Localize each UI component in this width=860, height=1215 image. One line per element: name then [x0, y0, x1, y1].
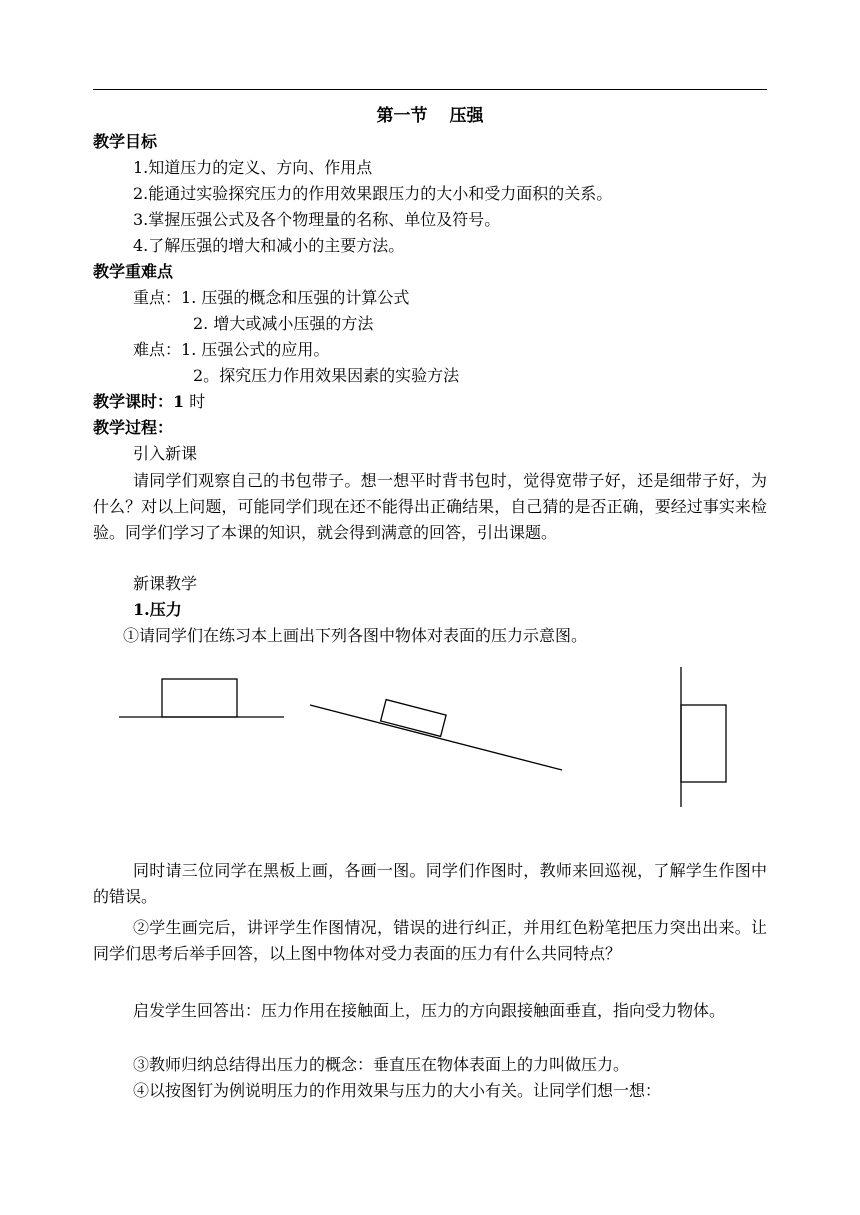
answer-paragraph: 启发学生回答出：压力作用在接触面上，压力的方向跟接触面垂直，指向受力物体。: [133, 1001, 726, 1020]
hours-value: 1: [173, 392, 185, 411]
intro-paragraph: 请同学们观察自己的书包带子。想一想平时背书包时，觉得宽带子好，还是细带子好，为什么？对以上问题，可能同学们现在还不能得出正确结果，自己猜的是否正确，要经过事实来检验。同学们学习了本课的知识，就会得到满意的回答，引出课题。: [93, 471, 767, 542]
pushpin-paragraph: ④以按图钉为例说明压力的作用效果与压力的大小有关。让同学们想一想：: [133, 1081, 662, 1100]
figure-block-on-incline: [310, 700, 562, 770]
hard-item-2: 2。探究压力作用效果因素的实验方法: [193, 366, 460, 385]
board-paragraph: 同时请三位同学在黑板上画，各画一图。同学们作图时，教师来回巡视，了解学生作图中的错误。: [93, 861, 767, 906]
new-lesson-label: 新课教学: [133, 574, 198, 593]
hours-row: [93, 392, 205, 412]
force-diagram-figures: [0, 660, 860, 820]
wall-block: [681, 705, 726, 782]
process-heading: 教学过程：: [93, 418, 174, 437]
incline-line: [310, 705, 562, 770]
goal-item-2: 2.能通过实验探究压力的作用效果跟压力的大小和受力面积的关系。: [133, 184, 613, 203]
page-title: [0, 106, 860, 126]
figure-block-on-wall: [681, 667, 726, 807]
section-pressure-heading: 1.压力: [133, 600, 182, 619]
step-1-text: ①请同学们在练习本上画出下列各图中物体对表面的压力示意图。: [123, 626, 588, 645]
goal-item-1: 1.知道压力的定义、方向、作用点: [133, 158, 373, 177]
goals-heading: 教学目标: [93, 132, 158, 151]
hours-label: 教学课时：: [93, 392, 174, 411]
figure-block-on-floor: [119, 679, 284, 717]
goal-item-3: 3.掌握压强公式及各个物理量的名称、单位及符号。: [133, 210, 501, 229]
key-label: 重点：: [133, 288, 182, 307]
floor-block: [162, 679, 237, 717]
key-item-1: 1. 压强的概念和压强的计算公式: [181, 288, 410, 307]
concept-paragraph: ③教师归纳总结得出压力的概念：垂直压在物体表面上的力叫做压力。: [133, 1055, 630, 1074]
topic-label: 压强: [449, 106, 484, 126]
hard-item-1: 1. 压强公式的应用。: [181, 340, 330, 359]
incline-block: [381, 700, 447, 737]
chapter-label: 第一节: [376, 106, 428, 126]
header-rule: [93, 89, 767, 90]
hard-points-row-1: [133, 340, 329, 360]
review-paragraph: ②学生画完后，讲评学生作图情况，错误的进行纠正，并用红色粉笔把压力突出出来。让同学们思考后举手回答，以上图中物体对受力表面的压力有什么共同特点？: [93, 918, 767, 963]
hard-label: 难点：: [133, 340, 182, 359]
hours-unit: 时: [189, 392, 206, 411]
intro-label: 引入新课: [133, 444, 198, 463]
key-item-2: 2. 增大或减小压强的方法: [193, 314, 374, 333]
keypoints-heading: 教学重难点: [93, 262, 174, 281]
goal-item-4: 4.了解压强的增大和减小的主要方法。: [133, 236, 405, 255]
key-points-row-1: [133, 288, 409, 308]
